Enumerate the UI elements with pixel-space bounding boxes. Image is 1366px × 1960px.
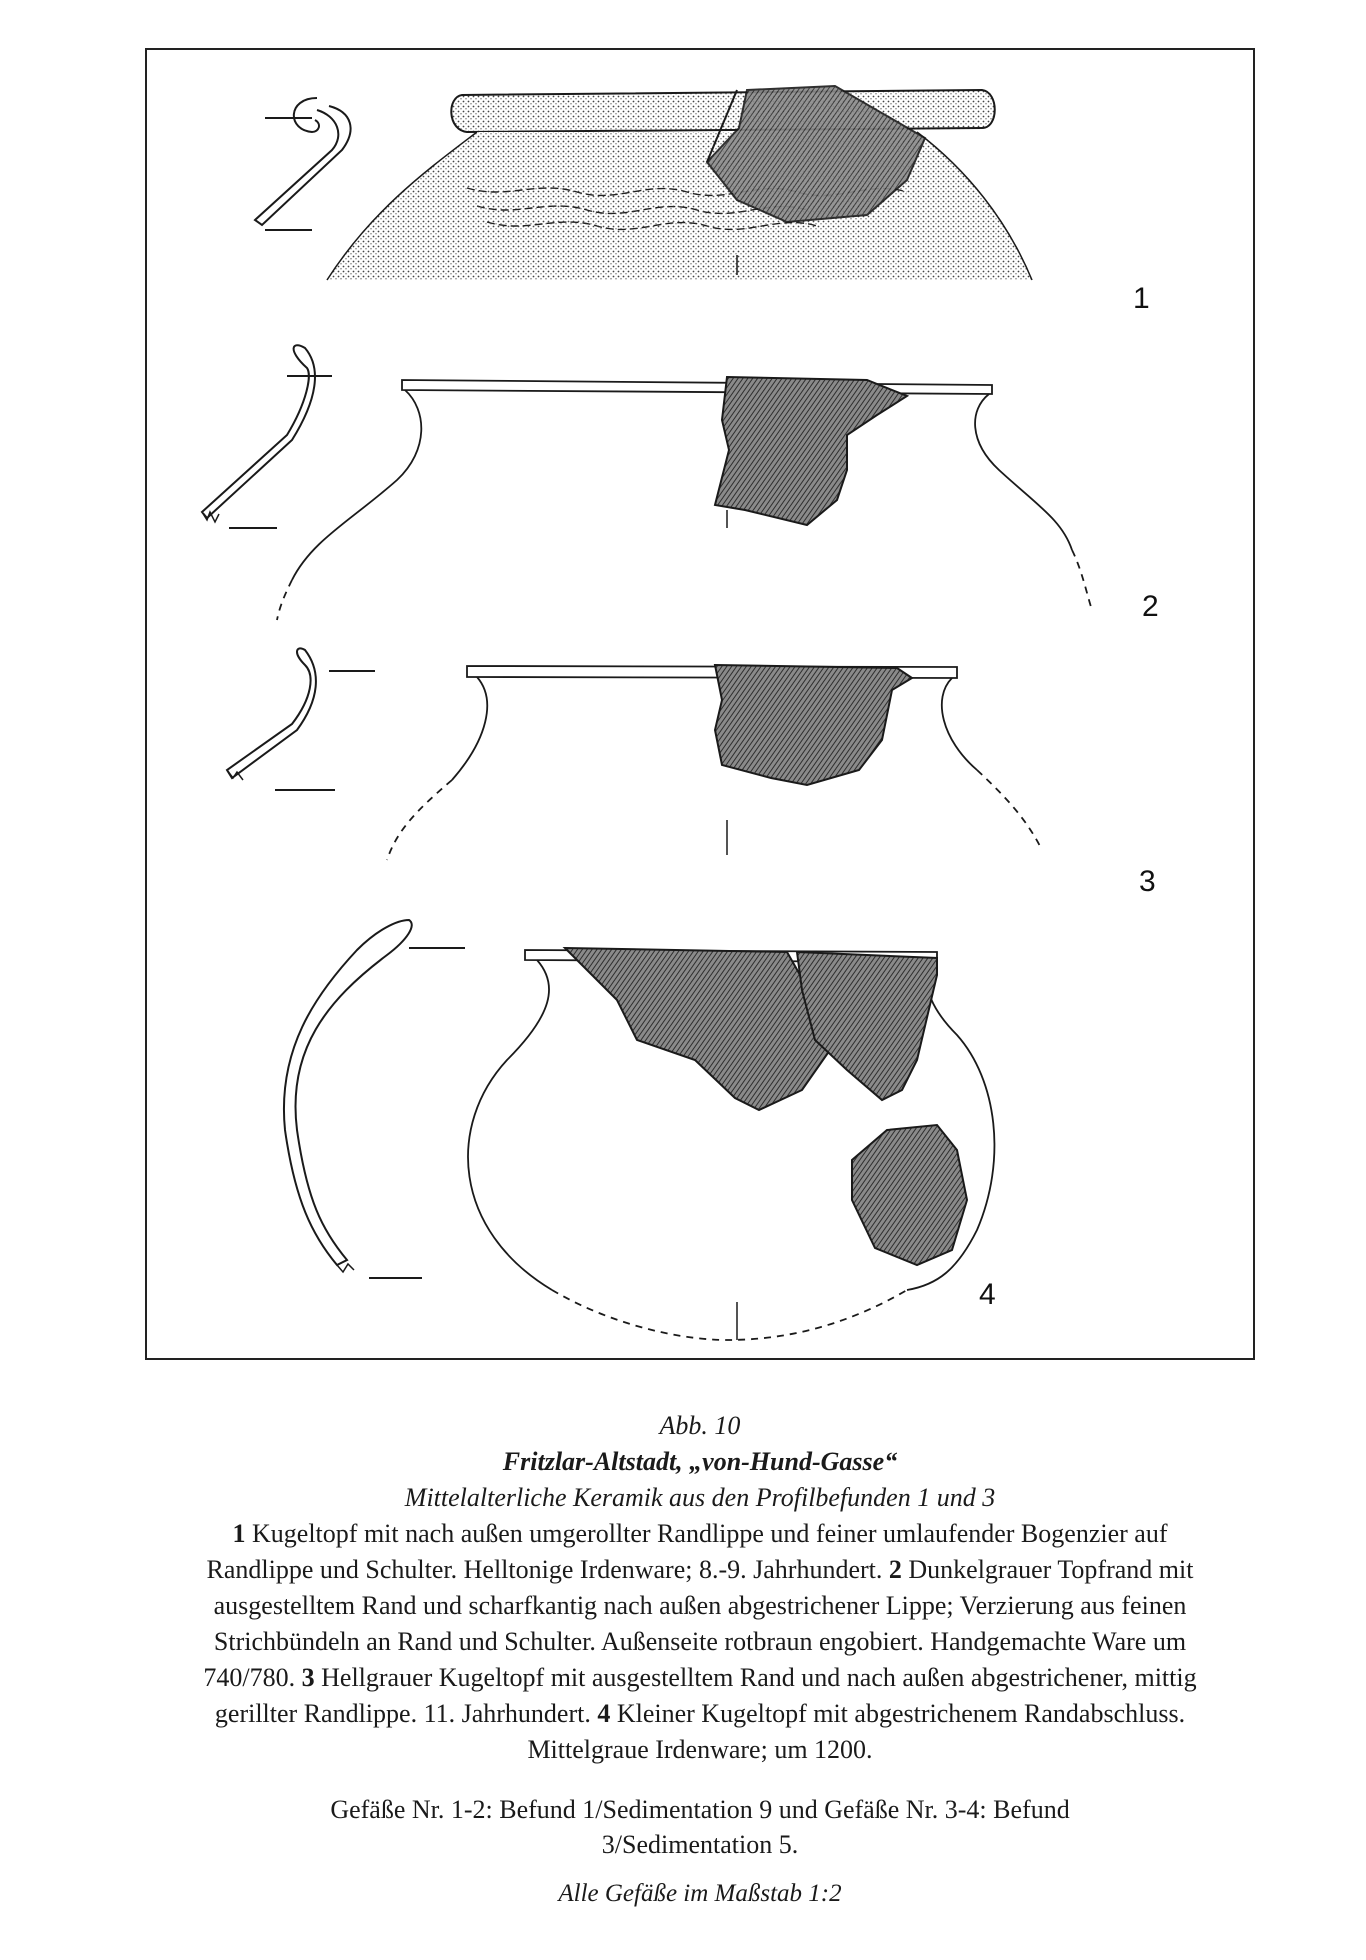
caption-description xyxy=(190,1516,1210,1768)
item-number-3: 3 xyxy=(301,1663,315,1692)
findings-line-1: Gefäße Nr. 1-2: Befund 1/Sedimentation 9 und Gefäße Nr. 3-4: Befund xyxy=(330,1795,1070,1824)
pottery-drawings xyxy=(147,50,1253,1358)
item-number-4: 4 xyxy=(597,1699,611,1728)
findings-note xyxy=(150,1792,1250,1862)
figure-caption xyxy=(150,1408,1250,1768)
vessel-3-drawing xyxy=(227,648,1042,860)
vessel-4-drawing xyxy=(284,920,995,1340)
vessel-1-drawing xyxy=(255,86,1032,280)
findings-line-2: 3/Sedimentation 5. xyxy=(601,1830,799,1859)
item-text-1: Kugeltopf mit nach außen umgerollter Randlippe und feiner umlaufender Bogenzier auf Randlippe und Schulter. Helltonige Irdenware; 8.-9. Jahrhundert. xyxy=(206,1519,1168,1584)
item-text-3: Hellgrauer Kugeltopf mit ausgestelltem Rand und nach außen abgestrichener, mittig gerillter Randlippe. 11. Jahrhundert. xyxy=(214,1663,1197,1728)
caption-title: Fritzlar-Altstadt, „von-Hund-Gasse“ xyxy=(502,1447,898,1476)
figure-number: Abb. 10 xyxy=(659,1411,741,1440)
figure-plate xyxy=(145,48,1255,1360)
scale-note: Alle Gefäße im Maßstab 1:2 xyxy=(558,1880,842,1907)
figure-label-2: 2 xyxy=(1142,590,1159,623)
vessel-2-drawing xyxy=(202,345,1092,620)
item-text-2: Dunkelgrauer Topfrand mit ausgestelltem Rand und scharfkantig nach außen abgestrichener Lippe; Verzierung aus feinen Strichbündeln an Rand und Schulter. Außenseite rotbraun engobiert. Handgemachte Ware um 740/780. xyxy=(203,1555,1194,1692)
caption-subtitle: Mittelalterliche Keramik aus den Profilbefunden 1 und 3 xyxy=(404,1483,996,1512)
item-number-1: 1 xyxy=(232,1519,246,1548)
item-text-4: Kleiner Kugeltopf mit abgestrichenem Randabschluss. Mittelgraue Irdenware; um 1200. xyxy=(527,1699,1186,1764)
figure-label-3: 3 xyxy=(1139,865,1156,898)
item-number-2: 2 xyxy=(888,1555,902,1584)
figure-label-4: 4 xyxy=(979,1278,996,1311)
figure-label-1: 1 xyxy=(1133,282,1150,315)
